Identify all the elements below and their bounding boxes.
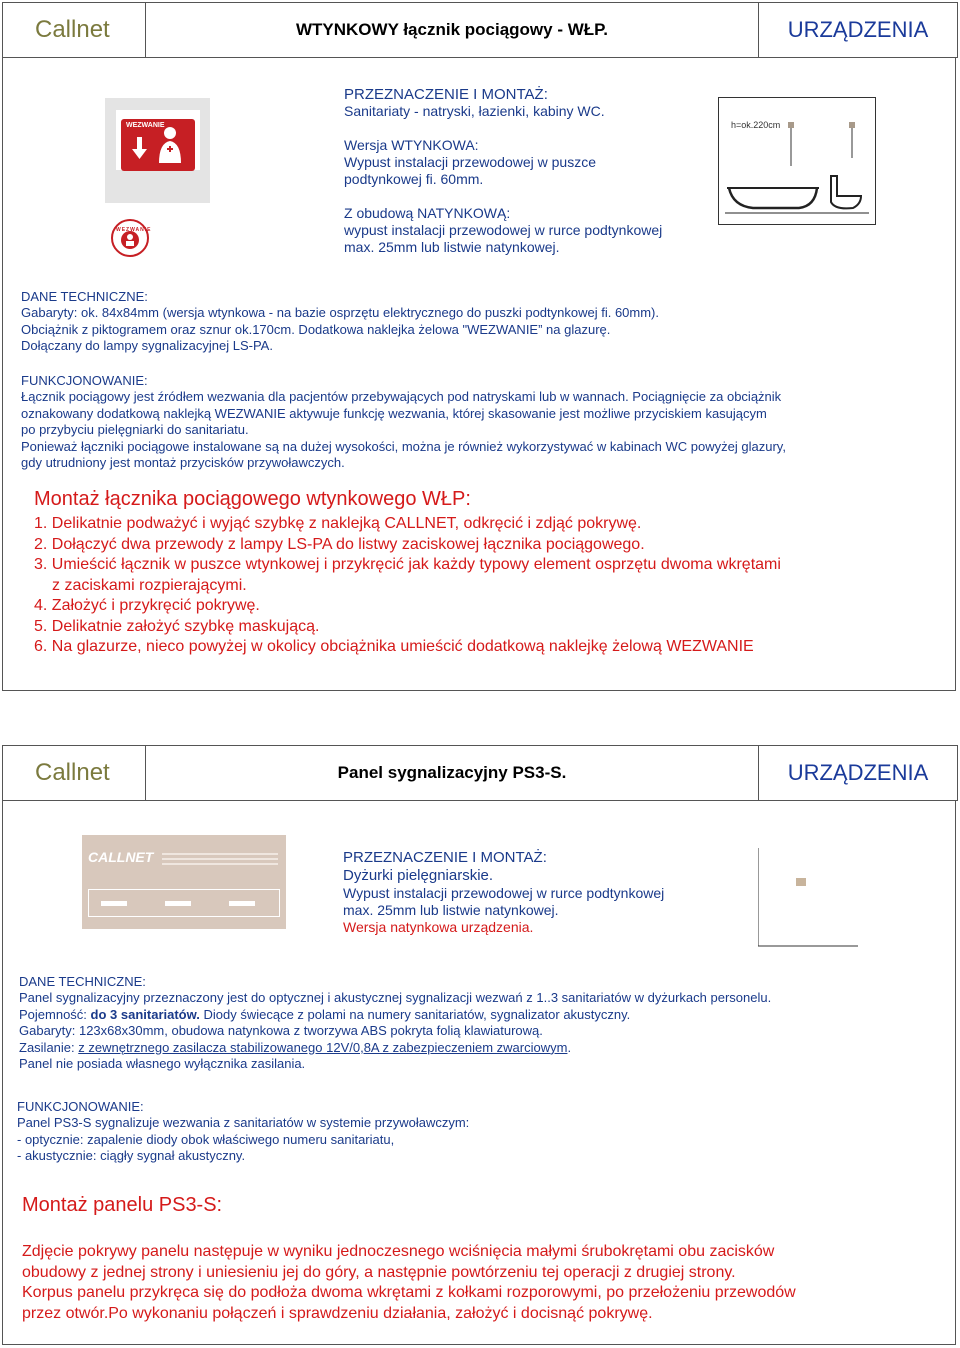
purpose-line: Dyżurki pielęgniarskie. [343,867,494,884]
mount-step: 4. Założyć i przykręcić pokrywę. [34,597,260,614]
function-line: po przybyciu pielęgniarki do sanitariatu. [21,422,249,438]
purpose-line: Z obudową NATYNKOWĄ: [344,205,511,221]
category-label: URZĄDZENIA [787,760,929,785]
mount-line: obudowy z jednej strony i uniesieniu jej do góry, a następnie powtórzeniu tej operacji z drugiej strony. [22,1263,736,1281]
section1-header [2,2,958,58]
category-label: URZĄDZENIA [787,17,929,42]
device-photo [105,98,210,203]
function-line: - akustycznie: ciągły sygnał akustyczny. [17,1148,246,1164]
purpose-line: max. 25mm lub listwie natynkowej. [343,902,559,918]
sign-label: WEZWANIE [126,122,165,129]
brand-logo: Callnet [3,3,146,57]
wezwanie-badge [110,218,150,258]
function-line: - optycznie: zapalenie diody obok właściwego numeru sanitariatu, [17,1131,395,1147]
led-indicator [165,901,191,906]
purpose-block [343,849,664,936]
tech-line: Panel nie posiada własnego wyłącznika zasilania. [19,1056,306,1072]
purpose-line: Sanitariaty - natryski, łazienki, kabiny WC. [344,103,605,119]
tech-line: Panel sygnalizacyjny przeznaczony jest do optycznej i akustycznej sygnalizacji wezwań z 1..3 sanitariatów w dyżurkach personelu. [19,990,772,1006]
led-indicator [229,901,255,906]
function-block [17,1099,469,1165]
function-line: Ponieważ łączniki pociągowe instalowane są na dużej wysokości, można je również wykorzystywać w kabinach WC powyżej glazury, [21,438,786,454]
tech-line: Obciążnik z piktogramem oraz sznur ok.170cm. Dodatkowa naklejka żelowa "WEZWANIE” na glazurę. [21,321,611,337]
panel-led-bar [88,889,280,917]
tech-line: Pojemność: do 3 sanitariatów. Diody świecące z polami na numery sanitariatów, sygnalizator akustyczny. [19,1006,631,1022]
room-diagram-icon [758,844,858,948]
patient-icon [121,119,195,171]
mount-step: z zaciskami rozpierającymi. [52,576,247,594]
purpose-block [344,86,662,256]
purpose-line: max. 25mm lub listwie natynkowej. [344,239,560,255]
purpose-line: wypust instalacji przewodowej w rurce podtynkowej [344,222,663,238]
purpose-heading: PRZEZNACZENIE I MONTAŻ: [344,86,548,103]
wezwanie-badge-icon [110,218,150,258]
tech-line: Dołączany do lampy sygnalizacyjnej LS-PA. [21,338,273,354]
mount-steps [34,514,781,658]
purpose-line: Wersja WTYNKOWA: [344,137,479,153]
led-indicator [101,901,127,906]
panel-logo: CALLNET [88,849,154,865]
height-label: h=ok.220cm [731,120,781,130]
mount-step: 1. Delikatnie podważyć i wyjąć szybkę z naklejką CALLNET, odkręcić i zdjąć pokrywę. [34,515,642,532]
room-diagram [758,844,858,948]
mount-line: Zdjęcie pokrywy panelu następuje w wyniku jednoczesnego wciśnięcia małymi śrubokrętami obu zacisków [22,1243,775,1260]
installation-diagram [718,97,876,225]
tech-heading: DANE TECHNICZNE: [21,289,148,304]
purpose-heading: PRZEZNACZENIE I MONTAŻ: [343,849,547,866]
page-title: Panel sygnalizacyjny PS3-S. [146,746,759,800]
mount-line: Korpus panelu przykręca się do podłoża dwoma wkrętami z kołkami rozporowymi, po przełożeniu przewodów [22,1284,796,1301]
badge-ring-text: WEZWANIE [116,227,152,233]
tech-heading: DANE TECHNICZNE: [19,974,146,989]
bathroom-diagram-icon [719,98,875,224]
mount-heading: Montaż panelu PS3-S: [22,1194,223,1216]
tech-block [19,974,771,1072]
function-heading: FUNKCJONOWANIE: [21,373,148,388]
function-line: Panel PS3-S sygnalizuje wezwania z sanitariatów w systemie przywoławczym: [17,1115,470,1131]
purpose-line: Wersja natynkowa urządzenia. [343,919,534,935]
purpose-line [344,120,662,137]
page-title: WTYNKOWY łącznik pociągowy - WŁP. [146,3,759,57]
brand-logo: Callnet [3,746,146,800]
device-sign [116,110,200,170]
tech-line: Gabaryty: 123x68x30mm, obudowa natynkowa z tworzywa ABS pokryta folią klawiaturową. [19,1023,543,1039]
function-heading: FUNKCJONOWANIE: [17,1099,144,1114]
mount-line: przez otwór.Po wykonaniu połączeń i sprawdzeniu działania, założyć i docisnąć pokrywę. [22,1304,653,1322]
section2-header [2,745,958,801]
panel-photo [82,835,286,929]
mount-step: 3. Umieścić łącznik w puszce wtynkowej i przykręcić jak każdy typowy element osprzętu dwoma wkrętami [34,556,781,573]
tech-line: Gabaryty: ok. 84x84mm (wersja wtynkowa - na bazie osprzętu elektrycznego do puszki podtynkowej fi. 60mm). [21,305,659,321]
function-block [21,373,786,471]
mount-text [22,1242,796,1324]
purpose-line: Wypust instalacji przewodowej w rurce podtynkowej [343,885,665,901]
purpose-line: podtynkowej fi. 60mm. [344,171,484,187]
purpose-line [344,188,662,205]
mount-step: 6. Na glazurze, nieco powyżej w okolicy obciążnika umieścić dodatkową naklejkę żelową WEZWANIE [34,638,754,655]
function-line: gdy utrudniony jest montaż przycisków przywoławczych. [21,455,345,471]
function-line: Łącznik pociągowy jest źródłem wezwania dla pacjentów przebywających pod natryskami lub w wannach. Pociągnięcie za obciążnik [21,389,782,405]
tech-line: Zasilanie: z zewnętrznego zasilacza stabilizowanego 12V/0,8A z zabezpieczeniem zwarciowym. [19,1039,572,1055]
mount-step: 5. Delikatnie założyć szybkę maskującą. [34,617,320,635]
mount-heading: Montaż łącznika pociągowego wtynkowego WŁP: [34,488,471,510]
mount-step: 2. Dołączyć dwa przewody z lampy LS-PA do listwy zaciskowej łącznika pociągowego. [34,535,645,553]
function-line: oznakowany dodatkową naklejką WEZWANIE aktywuje funkcję wezwania, której skasowanie jest możliwe przyciskiem kasującym [21,405,767,421]
tech-block [21,289,659,355]
purpose-line: Wypust instalacji przewodowej w puszce [344,154,596,170]
